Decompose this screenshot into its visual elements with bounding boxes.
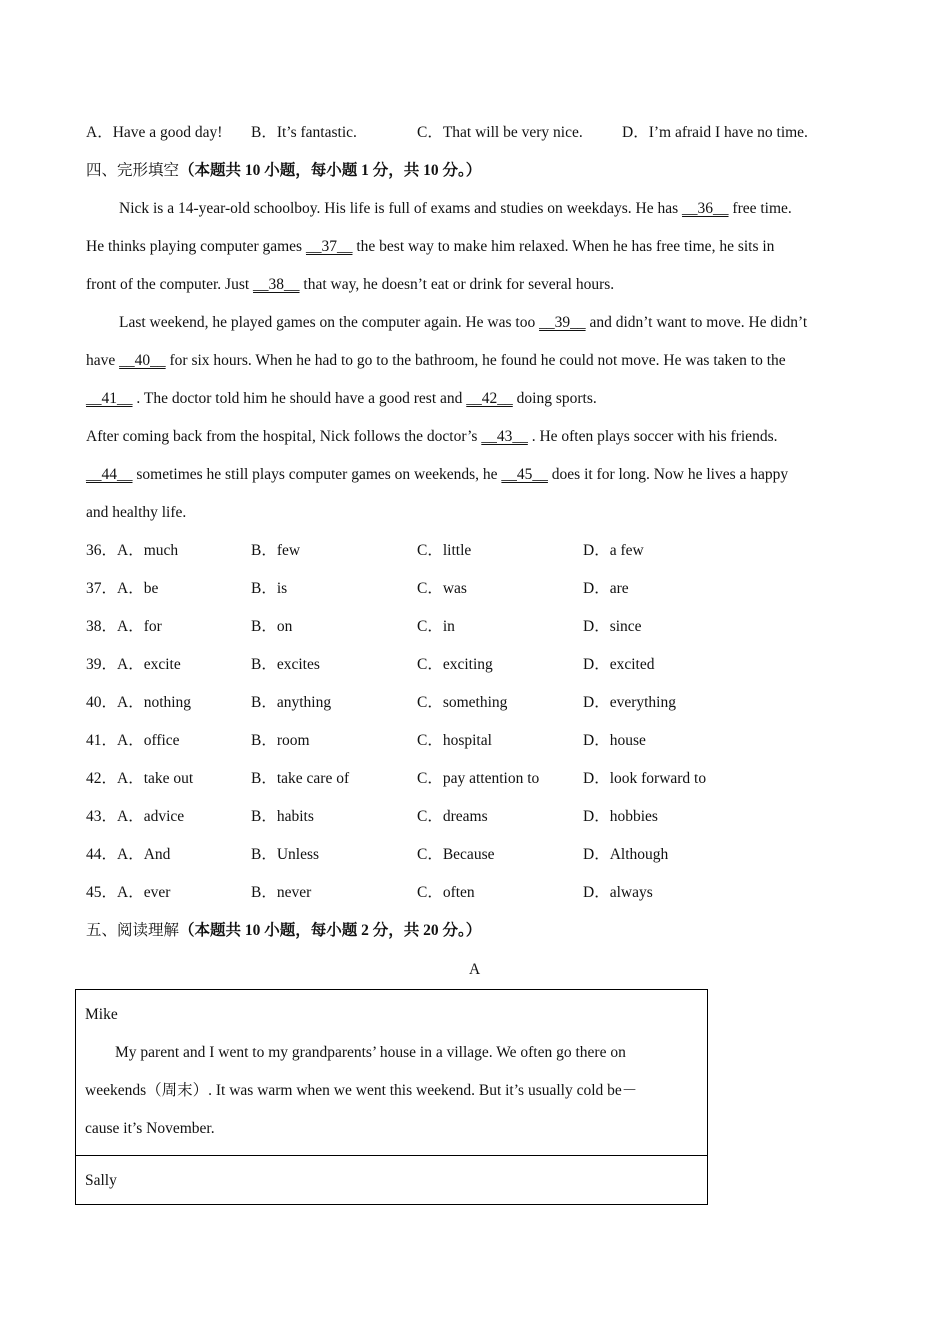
blank-36: __36__ (682, 200, 729, 217)
option-c: C．something (417, 694, 508, 711)
option-c: C．dreams (417, 808, 488, 825)
option-b: B．excites (251, 656, 320, 673)
option-d: D．Although (583, 846, 669, 863)
passage-p1-line2 (86, 237, 774, 257)
option-b: B．anything (251, 694, 332, 711)
text: . The doctor told him he should have a good rest and (132, 390, 467, 407)
option-c: C．often (417, 884, 475, 901)
passage-p3-line1 (86, 427, 777, 447)
option-d: D．a few (583, 542, 644, 559)
option-b: B．take care of (251, 770, 350, 787)
passage-p2-line3 (86, 389, 597, 409)
blank-39: __39__ (539, 314, 586, 331)
text: . He often plays soccer with his friends. (527, 428, 778, 445)
option-c: C．hospital (417, 732, 492, 749)
option-a: 42．A．take out (86, 770, 194, 787)
option-a: 44．A．And (86, 846, 171, 863)
text: free time. (728, 200, 792, 217)
blank-44: __44__ (86, 466, 133, 483)
option-d: D．house (583, 732, 646, 749)
option-a: 38．A．for (86, 618, 162, 635)
option-b: B．few (251, 542, 301, 559)
option-c: C．exciting (417, 656, 493, 673)
blank-43: __43__ (481, 428, 528, 445)
text: doing sports. (512, 390, 597, 407)
text: He thinks playing computer games (86, 238, 306, 255)
option-b: B．room (251, 732, 310, 749)
text: does it for long. Now he lives a happy (547, 466, 789, 483)
option-a: 40．A．nothing (86, 694, 192, 711)
text: Nick is a 14-year-old schoolboy. His life is full of exams and studies on weekdays. He has (119, 200, 683, 217)
passage-p2-line1 (119, 313, 807, 333)
section5-title: 五、阅读理解 (86, 922, 180, 939)
text: After coming back from the hospital, Nick follows the doctor’s (86, 428, 482, 445)
option-d: D．everything (583, 694, 676, 711)
mike-text-line2: weekends（周末）. It was warm when we went this weekend. But it’s usually cold be－ (85, 1082, 638, 1099)
option-c: C．pay attention to (417, 770, 540, 787)
section5-heading (86, 921, 481, 941)
option-d: D．excited (583, 656, 655, 673)
text: and didn’t want to move. He didn’t (585, 314, 808, 331)
mike-text-line1: My parent and I went to my grandparents’ house in a village. We often go there on (115, 1044, 626, 1061)
mike-name: Mike (85, 1006, 118, 1023)
option-c: C．in (417, 618, 455, 635)
text: have (86, 352, 120, 369)
text: front of the computer. Just (86, 276, 254, 293)
blank-38: __38__ (253, 276, 300, 293)
option-b: B．is (251, 580, 288, 597)
option-a: 45．A．ever (86, 884, 171, 901)
prev-option-b: B．It’s fantastic. (251, 124, 357, 141)
section4-note: （本题共 10 小题，每小题 1 分，共 10 分。） (179, 162, 482, 179)
passage-p2-line2 (86, 351, 786, 371)
option-a: 37．A．be (86, 580, 159, 597)
option-b: B．never (251, 884, 312, 901)
option-c: C．was (417, 580, 467, 597)
option-a: 36．A．much (86, 542, 179, 559)
blank-40: __40__ (119, 352, 166, 369)
option-d: D．since (583, 618, 642, 635)
blank-41: __41__ (86, 390, 133, 407)
option-d: D．hobbies (583, 808, 658, 825)
option-c: C．little (417, 542, 472, 559)
sally-name: Sally (85, 1172, 117, 1189)
text: the best way to make him relaxed. When he has free time, he sits in (352, 238, 775, 255)
blank-42: __42__ (466, 390, 513, 407)
passage-p1-line3 (86, 275, 614, 295)
prev-option-c: C．That will be very nice. (417, 124, 583, 141)
mike-text-line3: cause it’s November. (85, 1120, 215, 1137)
option-b: B．on (251, 618, 293, 635)
passage-p3-line3: and healthy life. (86, 504, 187, 521)
table-cell-sally (75, 1155, 708, 1205)
text: that way, he doesn’t eat or drink for several hours. (299, 276, 615, 293)
section5-note: （本题共 10 小题，每小题 2 分，共 20 分。） (179, 922, 482, 939)
section4-title: 四、完形填空 (86, 162, 180, 179)
prev-option-a: A．Have a good day! (86, 124, 223, 141)
reading-part-label: A (469, 961, 481, 978)
option-c: C．Because (417, 846, 495, 863)
passage-p3-line2 (86, 465, 788, 485)
section4-heading (86, 161, 481, 181)
option-d: D．look forward to (583, 770, 707, 787)
prev-option-d: D．I’m afraid I have no time. (622, 124, 808, 141)
option-d: D．are (583, 580, 629, 597)
blank-37: __37__ (305, 238, 353, 255)
option-a: 39．A．excite (86, 656, 181, 673)
text: Last weekend, he played games on the computer again. He was too (119, 314, 540, 331)
text: sometimes he still plays computer games on weekends, he (132, 466, 502, 483)
text: for six hours. When he had to go to the bathroom, he found he could not move. He was taken to the (165, 352, 786, 369)
option-b: B．habits (251, 808, 314, 825)
option-d: D．always (583, 884, 653, 901)
option-b: B．Unless (251, 846, 320, 863)
option-a: 41．A．office (86, 732, 180, 749)
option-a: 43．A．advice (86, 808, 185, 825)
passage-p1-line1 (119, 199, 792, 219)
blank-45: __45__ (501, 466, 548, 483)
